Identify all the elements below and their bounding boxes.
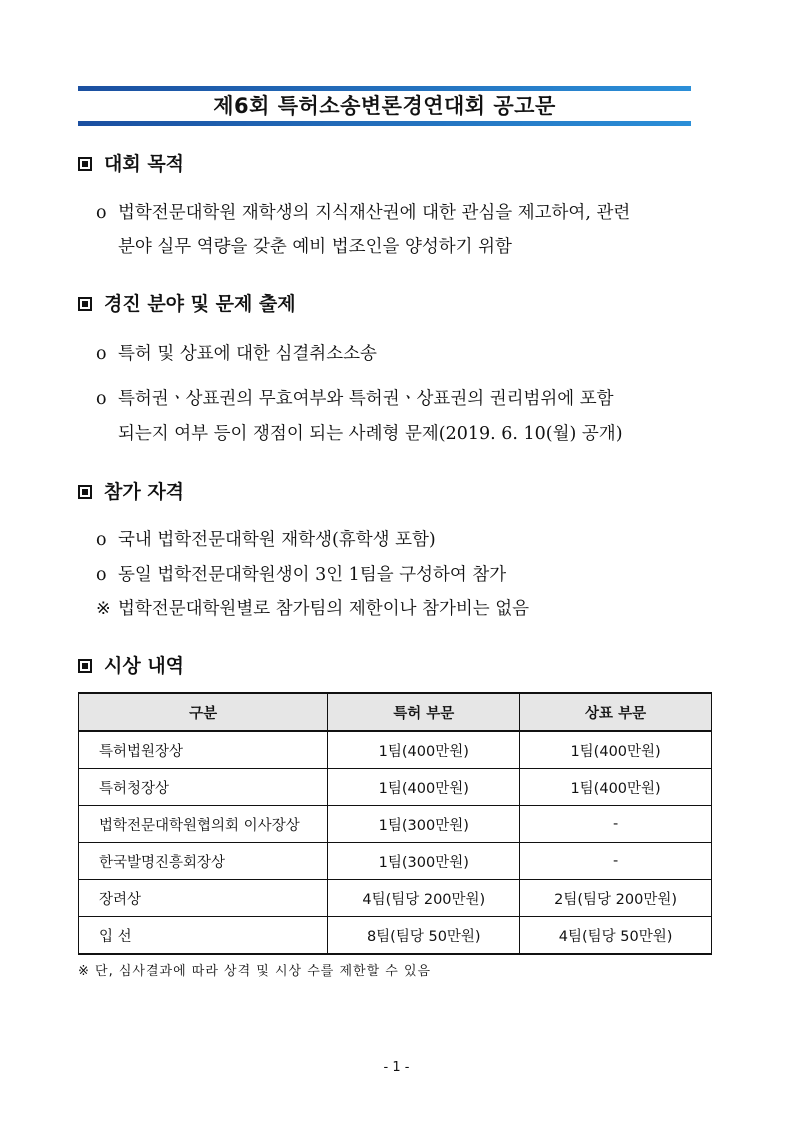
- table-header-row: [79, 693, 712, 731]
- trademark-prize: -: [520, 843, 712, 880]
- patent-prize: 1팀(400만원): [328, 731, 520, 769]
- section-heading-text: 참가 자격: [104, 481, 185, 503]
- list-item: [96, 383, 614, 415]
- list-item-continuation: [118, 418, 623, 450]
- list-item: [96, 338, 377, 370]
- item-line: 분야 실무 역량을 갖춘 예비 법조인을 양성하기 위함: [118, 237, 512, 257]
- section-heading-purpose: [78, 150, 184, 178]
- list-item: [96, 524, 436, 556]
- patent-prize: 4팀(팀당 200만원): [328, 880, 520, 917]
- section-heading-eligibility: [78, 478, 184, 506]
- bullet-marker: o: [96, 565, 107, 585]
- bullet-marker: o: [96, 344, 107, 364]
- trademark-prize: 1팀(400만원): [520, 731, 712, 769]
- section-heading-text: 시상 내역: [104, 655, 185, 677]
- table-row: [79, 880, 712, 917]
- square-bullet-icon: [78, 485, 92, 499]
- section-heading-text: 대회 목적: [104, 153, 185, 175]
- section-heading-awards: [78, 652, 184, 680]
- item-line: 법학전문대학원 재학생의 지식재산권에 대한 관심을 제고하여, 관련: [118, 203, 631, 223]
- trademark-prize: 4팀(팀당 50만원): [520, 917, 712, 955]
- table-row: [79, 806, 712, 843]
- title-bar-bottom: [78, 121, 691, 126]
- list-item: [96, 197, 630, 229]
- award-name: 특허법원장상: [79, 731, 328, 769]
- award-name: 특허청장상: [79, 769, 328, 806]
- table-row: [79, 769, 712, 806]
- page-number: - 1 -: [383, 1060, 410, 1075]
- bullet-marker: o: [96, 530, 107, 550]
- list-item-continuation: [118, 231, 512, 263]
- list-item: [96, 559, 506, 591]
- section-heading-field: [78, 290, 296, 318]
- item-line: 법학전문대학원별로 참가팀의 제한이나 참가비는 없음: [118, 599, 530, 619]
- bullet-marker: o: [96, 389, 107, 409]
- trademark-prize: 2팀(팀당 200만원): [520, 880, 712, 917]
- award-name: 장려상: [79, 880, 328, 917]
- item-line: 특허권ㆍ상표권의 무효여부와 특허권ㆍ상표권의 권리범위에 포함: [118, 389, 614, 409]
- square-bullet-icon: [78, 157, 92, 171]
- patent-prize: 1팀(300만원): [328, 843, 520, 880]
- note-marker: ※: [96, 599, 111, 619]
- award-name: 한국발명진흥회장상: [79, 843, 328, 880]
- patent-prize: 8팀(팀당 50만원): [328, 917, 520, 955]
- bullet-marker: o: [96, 203, 107, 223]
- award-name: 입 선: [79, 917, 328, 955]
- title-banner: [78, 86, 691, 126]
- awards-table: [78, 692, 712, 955]
- item-line: 동일 법학전문대학원생이 3인 1팀을 구성하여 참가: [118, 565, 507, 585]
- trademark-prize: 1팀(400만원): [520, 769, 712, 806]
- header-trademark: 상표 부문: [520, 693, 712, 731]
- item-line: 되는지 여부 등이 쟁점이 되는 사례형 문제(2019. 6. 10(월) 공개): [118, 424, 623, 444]
- patent-prize: 1팀(400만원): [328, 769, 520, 806]
- trademark-prize: -: [520, 806, 712, 843]
- header-category: 구분: [79, 693, 328, 731]
- footnote: ※ 단, 심사결과에 따라 상격 및 시상 수를 제한할 수 있음: [78, 964, 432, 979]
- header-patent: 특허 부문: [328, 693, 520, 731]
- section-heading-text: 경진 분야 및 문제 출제: [104, 293, 296, 315]
- square-bullet-icon: [78, 297, 92, 311]
- item-line: 특허 및 상표에 대한 심결취소소송: [118, 344, 377, 364]
- table-row: [79, 731, 712, 769]
- table-row: [79, 843, 712, 880]
- table-row: [79, 917, 712, 955]
- list-item-note: [96, 593, 529, 625]
- page-title: 제6회 특허소송변론경연대회 공고문: [213, 94, 556, 118]
- patent-prize: 1팀(300만원): [328, 806, 520, 843]
- square-bullet-icon: [78, 659, 92, 673]
- award-name: 법학전문대학원협의회 이사장상: [79, 806, 328, 843]
- item-line: 국내 법학전문대학원 재학생(휴학생 포함): [118, 530, 436, 550]
